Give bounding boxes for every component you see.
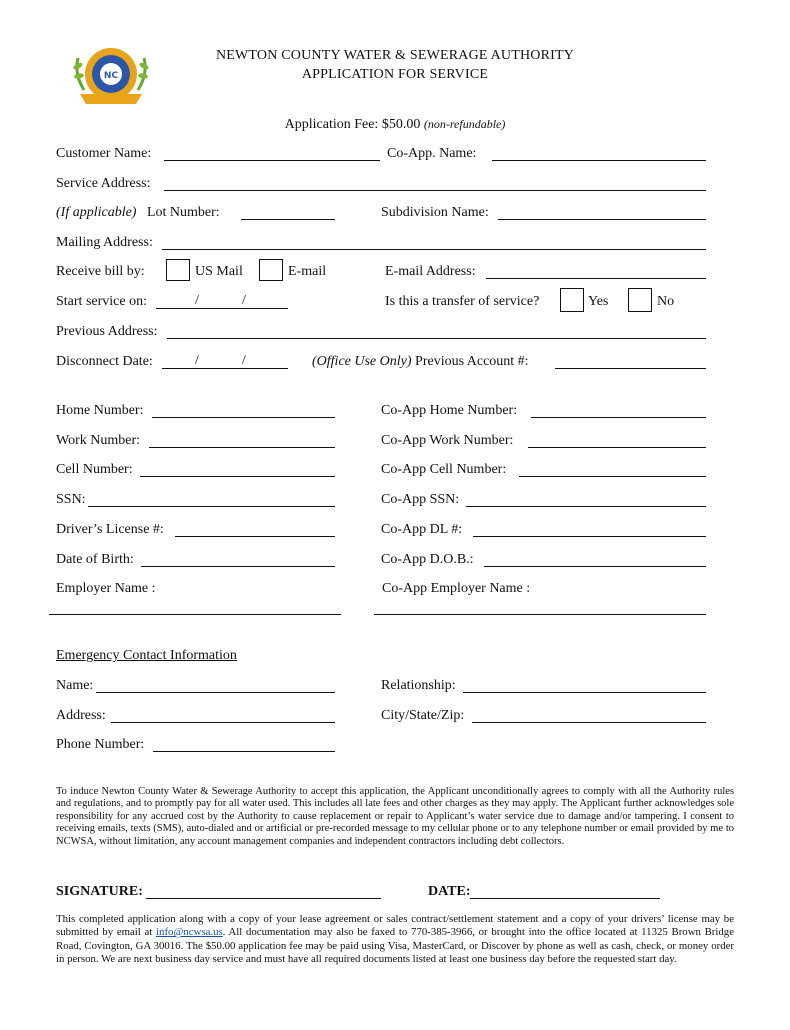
customer-name-field[interactable] — [164, 160, 380, 161]
emergency-address-label: Address: — [56, 708, 106, 723]
co-dob-field[interactable] — [484, 566, 706, 567]
co-employer-field[interactable] — [374, 614, 706, 615]
application-fee: Application Fee: $50.00 (non-refundable) — [284, 117, 506, 132]
terms-paragraph: To induce Newton County Water & Sewerage Authority to accept this application, the Applicant unconditionally agrees to comply with all the Authority rules and regulations, and to promptly pay for all water used. This includes all late fees and other charges as they may apply. The Applicant further acknowledges sole responsibility for any accrued cost by the Authority to cause replacement or repair to Applicant’s water service due to damage and/or tampering. I consent to receiving emails, texts (SMS), auto-dialed and or artificial or pre-recorded message to my cellular phone or to any telephone number or email provided by me to NCWSA, without limitation, any account management companies and independent contractors including debt collectors. — [56, 786, 734, 847]
disconnect-date-label: Disconnect Date: — [56, 354, 153, 369]
previous-address-label: Previous Address: — [56, 324, 158, 339]
date-label: DATE: — [428, 884, 471, 899]
signature-date-field[interactable] — [470, 898, 660, 899]
co-home-number-field[interactable] — [531, 417, 706, 418]
transfer-no-label: No — [657, 294, 675, 309]
emergency-address-field[interactable] — [111, 722, 335, 723]
receive-bill-label: Receive bill by: — [56, 264, 145, 279]
employer-field[interactable] — [49, 614, 341, 615]
service-address-label: Service Address: — [56, 176, 151, 191]
date-slash: / — [195, 353, 199, 368]
ssn-field[interactable] — [88, 506, 335, 507]
relationship-field[interactable] — [463, 692, 706, 693]
email-address-label: E-mail Address: — [385, 264, 476, 279]
transfer-yes-label: Yes — [588, 294, 609, 309]
start-service-field[interactable] — [156, 308, 288, 309]
co-home-number-label: Co-App Home Number: — [381, 403, 518, 418]
city-state-zip-field[interactable] — [472, 722, 706, 723]
email-address-field[interactable] — [486, 278, 706, 279]
previous-account-field[interactable] — [555, 368, 706, 369]
co-ssn-field[interactable] — [466, 506, 706, 507]
lot-number-field[interactable] — [241, 219, 335, 220]
subdivision-label: Subdivision Name: — [381, 205, 489, 220]
footer-instructions: This completed application along with a copy of your lease agreement or sales contract/settlement statement and a copy of your drivers’ license may be submitted by email at info@ncwsa.us. All documentation may also be faxed to 770-385-3966, or brought into the office located at 11325 Brown Bridge Road, Covington, GA 30016. The $50.00 application fee may be paid using Visa, MasterCard, or Discover by phone as well as cash, check, or money order in person. We are next business day service and must have all required documents listed at least one business day before the requested start day. — [56, 913, 734, 966]
home-number-field[interactable] — [152, 417, 335, 418]
date-slash: / — [242, 353, 246, 368]
co-dl-label: Co-App DL #: — [381, 522, 463, 537]
co-dob-label: Co-App D.O.B.: — [381, 552, 474, 567]
subdivision-field[interactable] — [498, 219, 706, 220]
customer-name-label: Customer Name: — [56, 146, 152, 161]
logo-ribbon — [80, 94, 142, 104]
disconnect-date-field[interactable] — [162, 368, 288, 369]
previous-address-field[interactable] — [167, 338, 706, 339]
previous-account-label: (Office Use Only) Previous Account #: — [312, 354, 529, 369]
emergency-heading: Emergency Contact Information — [56, 648, 237, 663]
lot-number-label: (If applicable) Lot Number: — [56, 205, 220, 220]
relationship-label: Relationship: — [381, 678, 456, 693]
mailing-address-field[interactable] — [162, 249, 706, 250]
transfer-no-checkbox[interactable] — [628, 288, 652, 312]
co-employer-label: Co-App Employer Name : — [382, 581, 531, 596]
mailing-address-label: Mailing Address: — [56, 235, 153, 250]
emergency-phone-label: Phone Number: — [56, 737, 145, 752]
emergency-name-label: Name: — [56, 678, 94, 693]
emergency-name-field[interactable] — [96, 692, 335, 693]
co-work-number-field[interactable] — [528, 447, 706, 448]
form-title: APPLICATION FOR SERVICE — [301, 67, 489, 82]
drivers-license-field[interactable] — [175, 536, 335, 537]
home-number-label: Home Number: — [56, 403, 144, 418]
org-name: NEWTON COUNTY WATER & SEWERAGE AUTHORITY — [215, 48, 575, 63]
co-app-name-label: Co-App. Name: — [387, 146, 477, 161]
transfer-label: Is this a transfer of service? — [385, 294, 540, 309]
co-cell-number-label: Co-App Cell Number: — [381, 462, 507, 477]
email-label: E-mail — [288, 264, 327, 279]
signature-label: SIGNATURE: — [56, 884, 143, 899]
dob-field[interactable] — [141, 566, 335, 567]
co-work-number-label: Co-App Work Number: — [381, 433, 514, 448]
signature-field[interactable] — [146, 898, 381, 899]
city-state-zip-label: City/State/Zip: — [381, 708, 465, 723]
dob-label: Date of Birth: — [56, 552, 134, 567]
us-mail-label: US Mail — [195, 264, 243, 279]
date-slash: / — [195, 293, 199, 308]
transfer-yes-checkbox[interactable] — [560, 288, 584, 312]
co-dl-field[interactable] — [473, 536, 706, 537]
email-checkbox[interactable] — [259, 259, 283, 281]
cell-number-label: Cell Number: — [56, 462, 133, 477]
co-ssn-label: Co-App SSN: — [381, 492, 460, 507]
co-app-name-field[interactable] — [492, 160, 706, 161]
us-mail-checkbox[interactable] — [166, 259, 190, 281]
cell-number-field[interactable] — [140, 476, 335, 477]
ssn-label: SSN: — [56, 492, 86, 507]
date-slash: / — [242, 293, 246, 308]
start-service-label: Start service on: — [56, 294, 147, 309]
work-number-field[interactable] — [149, 447, 335, 448]
email-link[interactable]: info@ncwsa.us — [156, 926, 223, 939]
emergency-phone-field[interactable] — [153, 751, 335, 752]
employer-label: Employer Name : — [56, 581, 156, 596]
co-cell-number-field[interactable] — [519, 476, 706, 477]
svg-text:NC: NC — [103, 71, 119, 81]
service-address-field[interactable] — [164, 190, 706, 191]
work-number-label: Work Number: — [56, 433, 141, 448]
drivers-license-label: Driver’s License #: — [56, 522, 164, 537]
